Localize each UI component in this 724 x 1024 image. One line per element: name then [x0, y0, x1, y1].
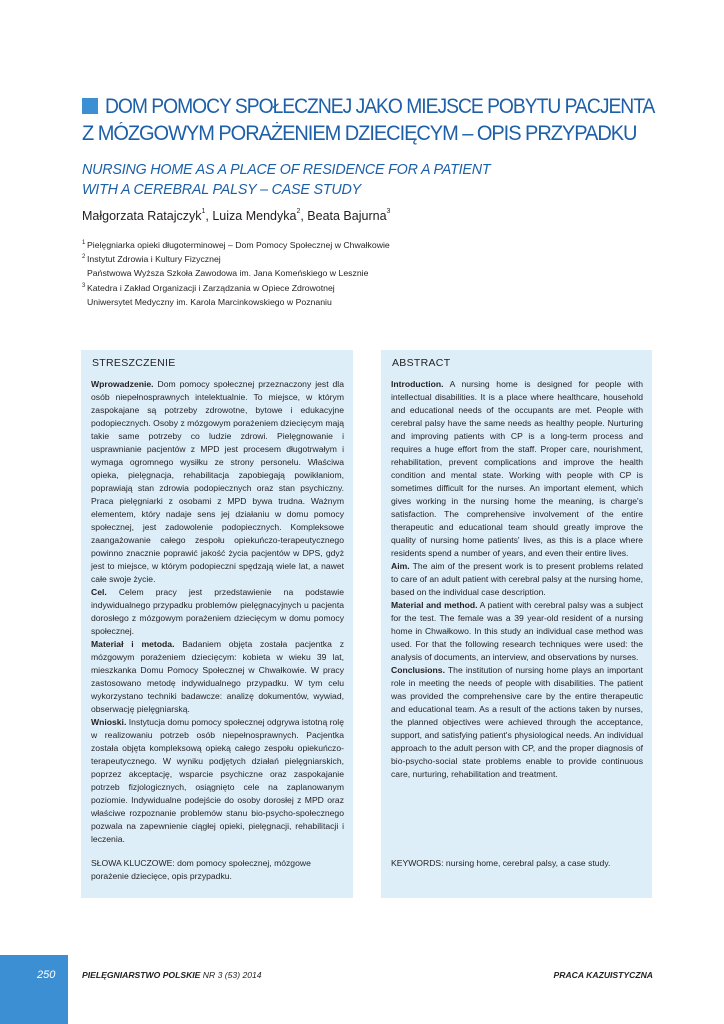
- affiliation-marker: 3: [82, 282, 86, 289]
- author-affiliation-marker: 2: [296, 208, 301, 215]
- author-affiliation-marker: 1: [201, 208, 206, 215]
- section-text: Celem pracy jest przedstawienie na podstawie indywidualnego przypadku problemów pielęgnacyjnych u pacjenta dorosłego z mózgowym porażeniem dziecięcym w domu pomocy społecznej.: [91, 587, 344, 636]
- title-pl-line-2: Z MÓZGOWYM PORAŻENIEM DZIECIĘCYM – OPIS PRZYPADKU: [82, 122, 637, 145]
- section-text: Badaniem objęta została pacjentka z mózgowym porażeniem dziecięcym: kobieta w wieku 39 lat, mieszkanka Domu Pomocy Społecznej w Chwałkowie. W pracy zastosowano metodę indywidualnego przypadku. W tym celu wykorzystano techniki badawcze: analizę dokumentów, wywiad, obserwację pielęgniarską.: [91, 639, 344, 714]
- author-name: Beata Bajurna: [307, 209, 387, 223]
- affiliation-marker: 1: [82, 240, 86, 246]
- title-en: [82, 160, 682, 200]
- author-name: Luiza Mendyka: [212, 209, 297, 223]
- section-label: Aim.: [391, 561, 410, 571]
- section-text: The aim of the present work is to present problems related to care of an adult patient with cerebral palsy at the nursing home, based on the individual case description.: [391, 561, 643, 597]
- page-number-tab: [0, 955, 68, 1024]
- affiliation-line: Pielęgniarka opieki długoterminowej – Dom Pomocy Społecznej w Chwałkowie: [87, 240, 390, 250]
- affiliation-item: [82, 238, 642, 252]
- section-label: Wprowadzenie.: [91, 379, 154, 389]
- affiliation-line: Instytut Zdrowia i Kultury Fizycznej: [87, 254, 221, 265]
- section-label: Conclusions.: [391, 665, 445, 675]
- journal-issue: NR 3 (53) 2014: [200, 970, 262, 980]
- author-separator: ,: [300, 209, 308, 223]
- affiliation-line: Państwowa Wyższa Szkoła Zawodowa im. Jana Komeńskiego w Lesznie: [87, 268, 369, 279]
- title-pl-line-1: DOM POMOCY SPOŁECZNEJ JAKO MIEJSCE POBYTU PACJENTA: [104, 95, 655, 118]
- title-block: [82, 93, 682, 147]
- section-text: A patient with cerebral palsy was a subject for the test. The female was a 39 year-old resident of a nursing home in Chwałkowo. In this study an individual case method was used. For that the following research techniques were used: the analysis of documents, an interview, and observations by nurses.: [391, 600, 644, 662]
- section-label: Introduction.: [391, 379, 444, 389]
- author-name: Małgorzata Ratajczyk: [82, 209, 202, 223]
- section-label: Materiał i metoda.: [91, 639, 175, 649]
- affiliation-line: Katedra i Zakład Organizacji i Zarządzania w Opiece Zdrowotnej: [87, 282, 335, 293]
- abstract-body: [391, 378, 643, 781]
- streszczenie-keywords: SŁOWA KLUCZOWE: dom pomocy społecznej, mózgowe porażenie dziecięce, opis przypadku.: [91, 858, 311, 881]
- section-text: Dom pomocy społecznej przeznaczony jest dla osób niepełnosprawnych intelektualnie. To miejsce, w którym zaspokajane są potrzeby zdrowotne, bytowe i edukacyjne podopiecznych. Osoby z mózgowym porażeniem dziecięcym mają takie same potrzeby co ludzie zdrowi. Pielęgnowanie i usprawnianie pacjentów z MPD jest procesem długotrwałym i wymaga ogromnego wysiłku ze strony personelu. Właściwa opieka, pielęgnacja, rehabilitacja zapobiegają powikłaniom, poprawiają stan zdrowia podopiecznych oraz stan psychiczny. Praca pielęgniarki z osobami z MPD bywa trudna. Ważnym elementem, który nadaje sens jej działaniu w domu pomocy społecznej, jest zadowolenie podopiecznych. Kompleksowe zaangażowanie całego zespołu opiekuńczo-terapeutycznego powinno znacznie poprawić jakość życia pacjentów w DPS, gdyż jest to miejsce, w którym podopieczni spędzają wiele lat, a nawet całe swoje życie.: [91, 379, 344, 584]
- title-en-line-2: WITH A CEREBRAL PALSY – CASE STUDY: [82, 182, 361, 198]
- streszczenie-heading: STRESZCZENIE: [92, 357, 176, 369]
- affiliation-item: [82, 252, 642, 266]
- section-label: Material and method.: [391, 600, 478, 610]
- section-label: Wnioski.: [91, 717, 127, 727]
- author-separator: ,: [205, 209, 213, 223]
- streszczenie-body: [91, 378, 344, 846]
- affiliations: [82, 238, 642, 309]
- streszczenie-panel: [81, 350, 353, 898]
- section-label: Cel.: [91, 587, 107, 597]
- affiliation-line: Uniwersytet Medyczny im. Karola Marcinkowskiego w Poznaniu: [87, 296, 332, 307]
- article-type: PRACA KAZUISTYCZNA: [553, 970, 653, 980]
- affiliation-item: [82, 281, 642, 295]
- abstract-keywords: KEYWORDS: nursing home, cerebral palsy, a case study.: [391, 858, 611, 868]
- section-text: The institution of nursing home plays an important role in meeting the needs of people with disabilities. The patient was provided the comprehensive care by the entire therapeutic and educational team. As a result of the actions taken by nurses, the planned objectives were achieved through the acceptance, support, and satisfying patient's physiological needs. An individual approach to the adult person with CP, and the proper diagnosis of bio-psycho-social state problems enable to provide continuous care, nurturing, rehabilitation and treatment.: [391, 665, 643, 779]
- section-text: Instytucja domu pomocy społecznej odgrywa istotną rolę w realizowaniu potrzeb osób niepełnosprawnych. Pacjentka została objęta kompleksową opieką całego zespołu opiekuńczo-terapeutycznego. W wyniku podjętych działań pielęgniarskich, poprzez akceptację, wsparcie psychiczne oraz zaspokajanie potrzeb fizjologicznych, osiągnięto cele na zaplanowanym poziomie. Indywidualne podejście do osoby dorosłej z MPD oraz właściwe rozpoznanie problemów stanu bio-psycho-społecznego pozwala na zapewnienie ciągłej opieki, pielęgnacji, rehabilitacji i leczenia.: [91, 717, 344, 844]
- journal-name: PIELĘGNIARSTWO POLSKIE: [82, 970, 201, 980]
- affiliation-marker: 2: [82, 254, 86, 261]
- abstract-panel: [381, 350, 652, 898]
- section-text: A nursing home is designed for people with intellectual disabilities. It is a place where healthcare, household and educational needs of the occupants are met. People with cerebral palsy have the same needs as healthy people. Nurturing and improving patients with CP is a long-term process and requires a huge effort from the staff. Proper care, nourishment, rehabilitation, prevent complications and improve the health condition and mental state. Working with people with CP is sometimes difficult for the nurses. An important element, which gives working in the nursing home the meaning, is charge's satisfaction. The comprehensive involvement of the entire therapeutic and educational team should greatly improve the quality of nursing home patients' lives, as this is a place where residents spend a number of years, and even their entire lives.: [391, 379, 643, 558]
- page-number: 250: [37, 969, 56, 981]
- author-list: [82, 209, 390, 223]
- title-en-line-1: NURSING HOME AS A PLACE OF RESIDENCE FOR A PATIENT: [82, 162, 491, 178]
- abstract-heading: ABSTRACT: [392, 357, 451, 369]
- author-affiliation-marker: 3: [386, 208, 391, 215]
- journal-citation: [82, 970, 262, 980]
